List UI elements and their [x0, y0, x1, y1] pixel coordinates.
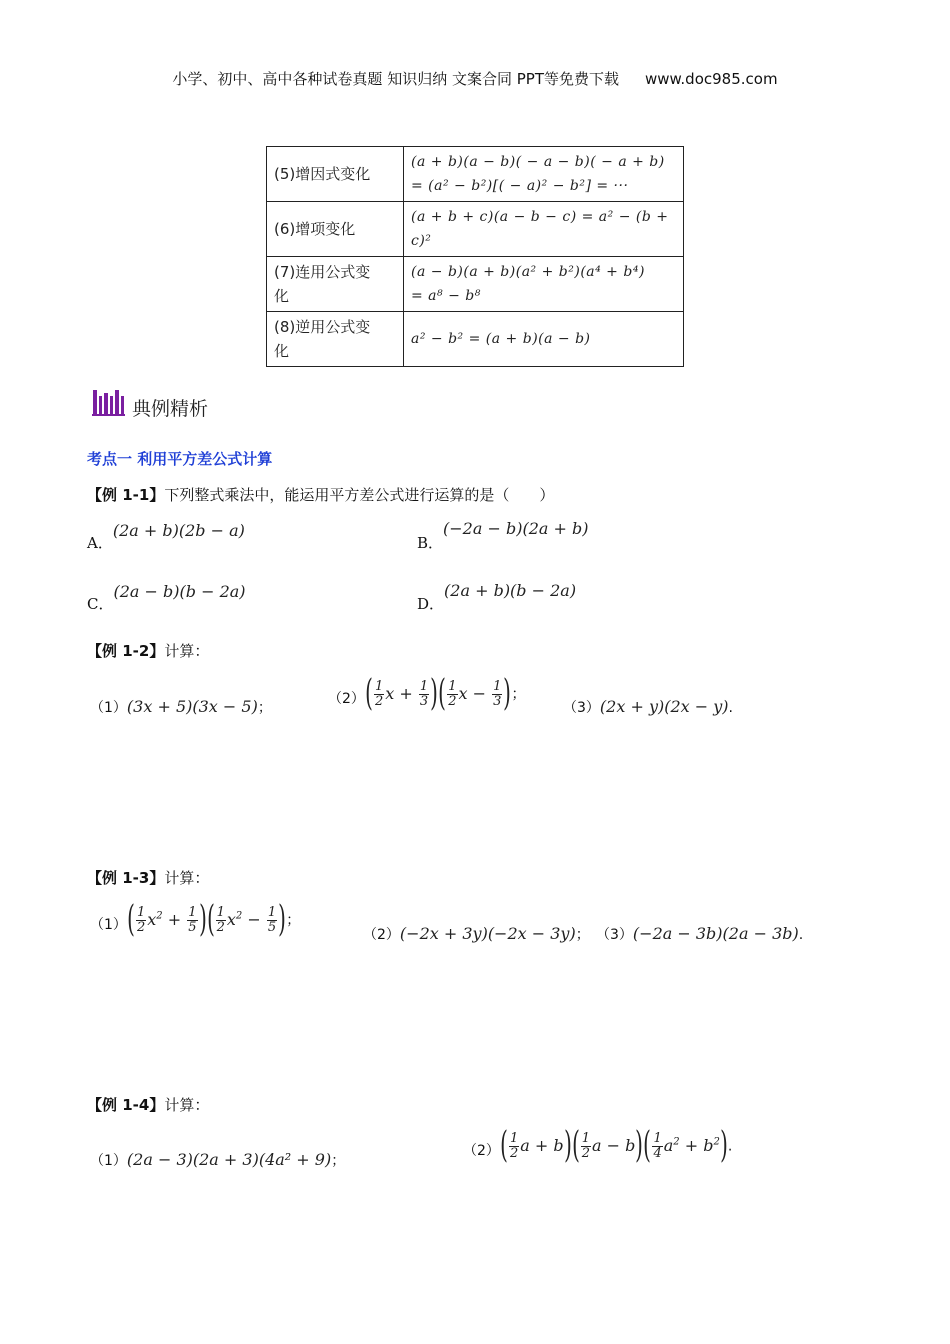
ex3-item-3	[596, 924, 803, 944]
ex3-item-1	[90, 899, 301, 940]
item-expr: (−2x + 3y)(−2x − 3y)	[399, 924, 576, 943]
item-end: ；	[331, 1153, 346, 1169]
header-url[interactable]: www.doc985.com	[644, 70, 778, 88]
ex4-item-1	[90, 1150, 345, 1170]
formula-line: = (a² − b²)[( − a)² − b²] = ···	[411, 178, 629, 194]
row-label: (6)增项变化	[267, 202, 404, 257]
option-letter: B．	[417, 534, 444, 552]
option-b[interactable]	[417, 518, 589, 552]
item-num: （2）	[463, 1142, 500, 1159]
item-end: .	[798, 927, 804, 943]
ex2-item-2	[328, 673, 526, 714]
item-num: （1）	[90, 700, 127, 716]
item-end: ；	[511, 686, 526, 703]
item-expr: ( $\frac{1}{2}$ x + $\frac{1}{3}$ )( $\frac{1}{2}$ x − $\frac{1}{3}$ )	[365, 673, 512, 714]
item-expr: (3x + 5)(3x − 5)	[126, 697, 258, 716]
ex-tag: 【例 1-2】	[87, 642, 165, 660]
row-formula: a² − b² = (a + b)(a − b)	[404, 312, 684, 367]
item-expr: ( $\frac{1}{2}$ $x^2$ + $\frac{1}{5}$ )( $\frac{1}{2}$ $x^2$ − $\frac{1}{5}$ )	[127, 899, 287, 940]
ex4-item-2	[463, 1125, 733, 1166]
row-label	[267, 257, 404, 312]
option-expr: (−2a − b)(2a + b)	[443, 519, 589, 538]
option-letter: C．	[87, 595, 114, 613]
item-num: （1）	[90, 1153, 127, 1169]
header-text: 小学、初中、高中各种试卷真题 知识归纳 文案合同 PPT等免费下载	[172, 70, 619, 88]
item-expr: (−2a − 3b)(2a − 3b)	[632, 924, 799, 943]
section-title: 典例精析	[132, 398, 209, 420]
ex3-item-2	[363, 924, 590, 944]
row-label	[267, 312, 404, 367]
item-num: （2）	[363, 927, 400, 943]
row-formula	[404, 202, 684, 257]
option-expr: (2a + b)(2b − a)	[112, 521, 245, 540]
option-c[interactable]	[87, 581, 246, 613]
formula-line: (a + b + c)(a − b − c) = a² − (b +	[411, 209, 669, 225]
ex3-question	[87, 867, 209, 888]
ex1-question	[87, 484, 554, 505]
option-d[interactable]	[417, 580, 577, 613]
page-header	[0, 68, 950, 89]
formula-line: = a⁸ − b⁸	[411, 288, 481, 304]
label-line: (7)连用公式变	[274, 263, 371, 281]
ex4-question	[87, 1094, 209, 1115]
item-num: （3）	[596, 927, 633, 943]
formula-line: (a − b)(a + b)(a² + b²)(a⁴ + b⁴)	[411, 264, 645, 280]
item-expr: (2x + y)(2x − y)	[599, 697, 729, 716]
kaodian-heading: 考点一 利用平方差公式计算	[87, 450, 273, 468]
label-line: 化	[274, 287, 290, 305]
item-num: （1）	[90, 916, 127, 933]
ex2-question	[87, 640, 209, 661]
label-line: 化	[274, 342, 290, 360]
ex-text: 计算：	[164, 1096, 210, 1114]
ex-tag: 【例 1-4】	[87, 1096, 165, 1114]
table-row	[267, 257, 684, 312]
item-end: ；	[257, 700, 272, 716]
row-label: (5)增因式变化	[267, 147, 404, 202]
formula-table	[266, 146, 684, 367]
option-letter: A．	[87, 534, 113, 552]
row-formula	[404, 147, 684, 202]
ex-text: 计算：	[164, 869, 210, 887]
row-formula	[404, 257, 684, 312]
books-icon	[92, 387, 126, 417]
ex-text: 下列整式乘法中，能运用平方差公式进行运算的是（ ）	[164, 486, 555, 504]
ex-tag: 【例 1-3】	[87, 869, 165, 887]
item-expr: ( $\frac{1}{2}$ a + b)( $\frac{1}{2}$ a − b)( $\frac{1}{4}$ $a^2 + b^2$)	[500, 1125, 728, 1166]
ex-tag: 【例 1-1】	[87, 486, 165, 504]
ex2-item-1	[90, 697, 272, 717]
option-expr: (2a − b)(b − 2a)	[113, 582, 246, 601]
label-line: (8)逆用公式变	[274, 318, 371, 336]
item-end: ；	[575, 927, 590, 943]
item-expr: (2a − 3)(2a + 3)(4a² + 9)	[126, 1150, 332, 1169]
option-expr: (2a + b)(b − 2a)	[444, 581, 577, 600]
ex2-item-3	[563, 697, 733, 717]
table-row	[267, 147, 684, 202]
item-end: .	[728, 700, 733, 716]
item-num: （2）	[328, 690, 365, 707]
item-end: ；	[286, 912, 301, 929]
formula-line: (a + b)(a − b)( − a − b)( − a + b)	[411, 154, 665, 170]
table-row	[267, 202, 684, 257]
option-a[interactable]	[87, 520, 245, 552]
item-num: （3）	[563, 700, 600, 716]
table-row	[267, 312, 684, 367]
ex-text: 计算：	[164, 642, 210, 660]
option-letter: D．	[417, 595, 445, 613]
item-end: .	[727, 1138, 733, 1155]
formula-line: c)²	[411, 233, 432, 249]
